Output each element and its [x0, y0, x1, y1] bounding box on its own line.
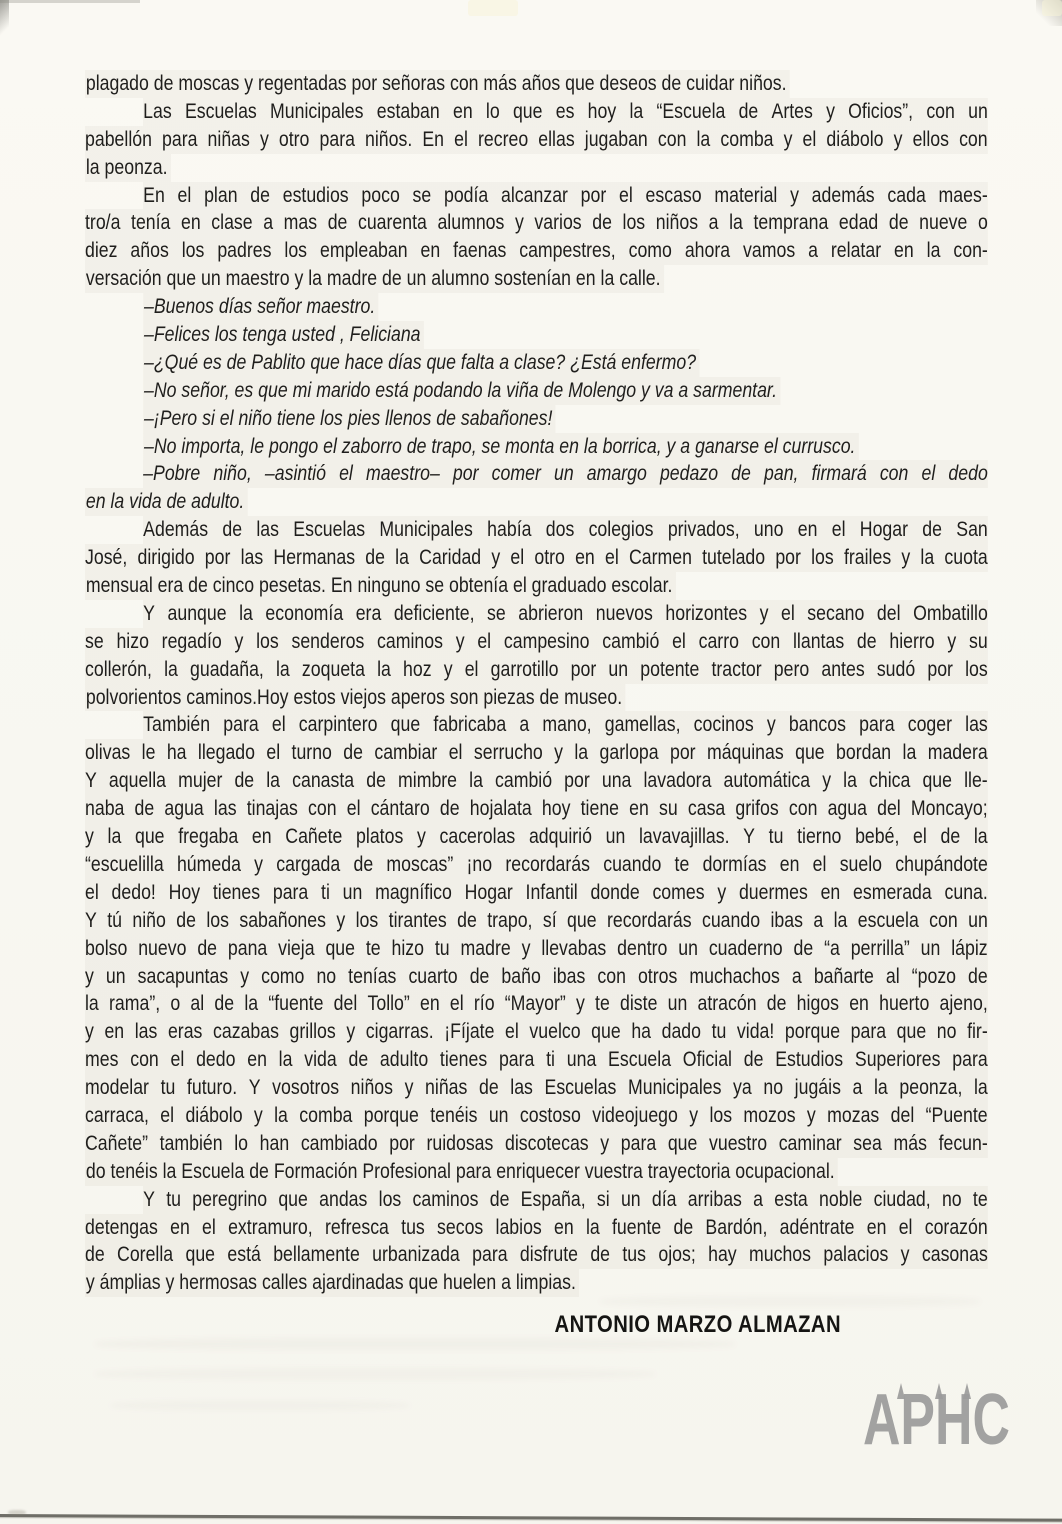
text-line: José, dirigido por las Hermanas de la Caridad y el otro en el Carmen tutelado por los frailes y la cuota — [85, 544, 988, 572]
text-line: de Corella que está bellamente urbanizada para disfrute de tus ojos; hay muchos palacios y casonas — [85, 1241, 988, 1269]
text-line: carraca, el diábolo y la comba porque tenéis un costoso videojuego y los mozos y mozas del “Puente — [85, 1102, 988, 1130]
dialog-paragraph — [85, 321, 988, 349]
text-line: detengas en el extramuro, refresca tus secos labios en la fuente de Bardón, adéntrate en el corazón — [85, 1214, 988, 1242]
text-line: –¿Qué es de Pablito que hace días que falta a clase? ¿Está enfermo? — [143, 349, 699, 377]
scan-smudge — [95, 1338, 735, 1350]
text-line: Y tu peregrino que andas los caminos de España, si un día arribas a esta noble ciudad, no te — [85, 1186, 988, 1214]
text-line: Cañete” también lo han cambiado por ruidosas discotecas y para que vuestro caminar sea más fecun- — [85, 1130, 988, 1158]
paragraph — [85, 70, 988, 98]
text-line: bolso nuevo de pana vieja que te hizo tu madre y llevabas dentro un cuaderno de “a perrilla” un lápiz — [85, 935, 988, 963]
text-line: se hizo regadío y los senderos caminos y el campesino cambió el carro con llantas de hierro y su — [85, 628, 988, 656]
text-line: Y aquella mujer de la canasta de mimbre la cambió por una lavadora automática y la chica que lle- — [85, 767, 988, 795]
dialog-paragraph — [85, 433, 988, 461]
text-line: la peonza. — [85, 154, 171, 182]
text-line: –No señor, es que mi marido está podando la viña de Molengo y va a sarmentar. — [143, 377, 780, 405]
text-line: collerón, la guadaña, la zoqueta la hoz y el garrotillo por un potente tractor pero antes sudó por los — [85, 656, 988, 684]
text-line: –No importa, le pongo el zaborro de trapo, se monta en la borrica, y a ganarse el currusco. — [143, 433, 859, 461]
aphc-watermark-text: APHC — [863, 1380, 1010, 1460]
text-line: diez años los padres los empleaban en faenas campestres, como ahora vamos a relatar en la con- — [85, 237, 988, 265]
dialog-paragraph — [85, 405, 988, 433]
text-line: y la que fregaba en Cañete platos y cacerolas adquirió un lavavajillas. Y tu tierno bebé, el de la — [85, 823, 988, 851]
scan-corner-mark — [0, 0, 9, 36]
scan-tint-spot — [468, 0, 518, 16]
text-line: y en las eras cazabas grillos y cigarras. ¡Fíjate el vuelco que ha dado tu vida! porque para que no fir- — [85, 1018, 988, 1046]
text-line: el dedo! Hoy tienes para ti un magnífico Hogar Infantil donde comes y duermes en esmerada cuna. — [85, 879, 988, 907]
paragraph — [85, 600, 988, 712]
text-line: También para el carpintero que fabricaba a mano, gamellas, cocinos y bancos para coger las — [85, 711, 988, 739]
text-line: Las Escuelas Municipales estaban en lo que es hoy la “Escuela de Artes y Oficios”, con un — [85, 98, 988, 126]
text-line: Y aunque la economía era deficiente, se abrieron nuevos horizontes y el secano del Ombatillo — [85, 600, 988, 628]
text-line: modelar tu futuro. Y vosotros niños y niñas de las Escuelas Municipales ya no jugáis a la peonza, la — [85, 1074, 988, 1102]
paragraph — [85, 182, 988, 294]
aphc-watermark — [863, 1380, 1023, 1474]
dialog-paragraph — [85, 293, 988, 321]
scan-tint-spot — [1042, 0, 1062, 16]
text-line: –Pobre niño, –asintió el maestro– por comer un amargo pedazo de pan, firmará con el dedo — [85, 460, 988, 488]
paper-bottom-edge — [0, 1514, 1062, 1521]
text-line: –¡Pero si el niño tiene los pies llenos de sabañones! — [143, 405, 556, 433]
text-line: “escuelilla húmeda y cargada de moscas” ¡no recordarás cuando te dormías en el suelo chupándote — [85, 851, 988, 879]
text-line: do tenéis la Escuela de Formación Profesional para enriquecer vuestra trayectoria ocupacional. — [85, 1158, 838, 1186]
text-line: –Felices los tenga usted , Feliciana — [143, 321, 424, 349]
text-column — [85, 70, 988, 1340]
watermark-spire-icon — [963, 1383, 971, 1399]
text-line: en la vida de adulto. — [85, 488, 248, 516]
text-line: y un sacapuntas y como no tenías cuarto de baño ibas con otros muchachos a bañarte al “pozo de — [85, 963, 988, 991]
text-line: olivas le ha llegado el turno de cambiar el serrucho y la garlopa por máquinas que bordan la madera — [85, 739, 988, 767]
text-line: versación que un maestro y la madre de un alumno sostenían en la calle. — [85, 265, 664, 293]
paragraph — [85, 1186, 988, 1298]
text-line: y ámplias y hermosas calles ajardinadas que huelen a limpias. — [85, 1269, 579, 1297]
text-line: naba de agua las tinajas con el cántaro de hojalata hoy tiene en su casa grifos con agua del Moncayo; — [85, 795, 988, 823]
paragraphs-container — [85, 70, 988, 1297]
text-line: mes con el dedo en la vida de adulto tienes para ti una Escuela Oficial de Estudios Superiores para — [85, 1046, 988, 1074]
text-line: la rama”, o al de la “fuente del Tollo” en el río “Mayor” y te diste un atracón de higos en huerto ajeno, — [85, 990, 988, 1018]
scan-smudge — [95, 1368, 655, 1380]
scan-smudge — [600, 1296, 980, 1307]
scan-smudge — [8, 1510, 26, 1515]
signature: ANTONIO MARZO ALMAZAN — [554, 1311, 841, 1339]
text-line: En el plan de estudios poco se podía alcanzar por el escaso material y además cada maes- — [85, 182, 988, 210]
scan-smudge — [110, 1400, 410, 1411]
text-line: pabellón para niñas y otro para niños. En el recreo ellas jugaban con la comba y el diábolo y ellos con — [85, 126, 988, 154]
text-line: tro/a tenía en clase a mas de cuarenta alumnos y varios de los niños a la temprana edad de nueve o — [85, 209, 988, 237]
paragraph — [85, 516, 988, 600]
text-line: –Buenos días señor maestro. — [143, 293, 378, 321]
text-line: mensual era de cinco pesetas. En ninguno se obtenía el graduado escolar. — [85, 572, 676, 600]
text-line: polvorientos caminos.Hoy estos viejos aperos son piezas de museo. — [85, 684, 626, 712]
watermark-spire-icon — [935, 1383, 943, 1399]
paragraph — [85, 711, 988, 1185]
paragraph — [85, 98, 988, 182]
watermark-spire-icon — [897, 1383, 905, 1399]
dialog-paragraph — [85, 349, 988, 377]
dialog-paragraph — [85, 460, 988, 516]
text-line: plagado de moscas y regentadas por señoras con más años que deseos de cuidar niños. — [85, 70, 790, 98]
text-line: Y tú niño de los sabañones y los tirantes de trapo, sí que recordarás cuando ibas a la escuela con un — [85, 907, 988, 935]
dialog-paragraph — [85, 377, 988, 405]
scan-edge-mark — [0, 0, 140, 3]
text-line: Además de las Escuelas Municipales había dos colegios privados, uno en el Hogar de San — [85, 516, 988, 544]
